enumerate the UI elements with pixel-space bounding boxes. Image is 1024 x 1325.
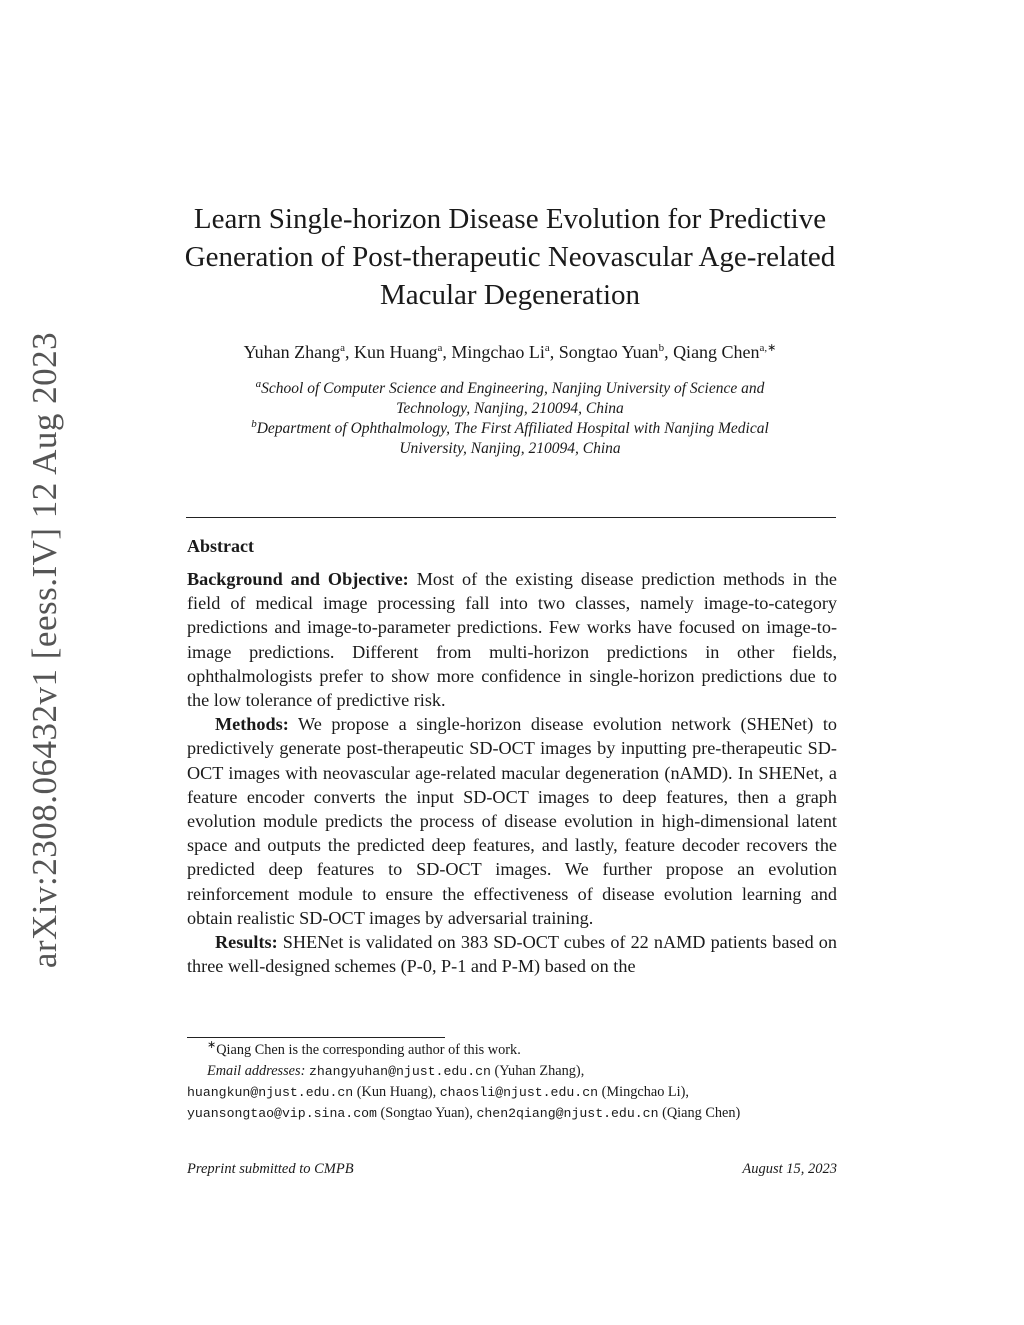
corresponding-author-note: ∗Qiang Chen is the corresponding author of this work. — [207, 1039, 521, 1058]
title-line-1: Learn Single-horizon Disease Evolution for Predictive — [193, 203, 827, 235]
email-link[interactable]: chaosli@njust.edu.cn — [439, 1085, 599, 1100]
affiliation-a: $^a$School of Computer Science and Engineering, Nanjing University of Science and — [255, 377, 765, 397]
abstract-methods: Methods: We propose a single-horizon disease evolution network (SHENet) to predictively generate post-therapeutic SD-OCT images by inputting pre-therapeutic SD-OCT images with neovascular age-related macular degeneration (nAMD). In SHENet, a feature encoder converts the input SD-OCT images to deep features, then a graph evolution module predicts the process of disease evolution in high-dimensional latent space and outputs the predicted deep features, and lastly, feature decoder recovers the predicted deep features to SD-OCT images. We further propose an evolution reinforcement module to ensure the effectiveness of disease evolution learning and obtain realistic SD-OCT images by adversarial training. — [187, 714, 837, 928]
author: Songtao Yuan$^b$, — [558, 342, 674, 362]
email-line-3: yuansongtao@vip.sina.com (Songtao Yuan), chen2qiang@njust.edu.cn (Qiang Chen) — [187, 1105, 741, 1121]
arxiv-side-stamp — [12, 331, 78, 969]
affiliation-a-cont: Technology, Nanjing, 210094, China — [396, 400, 624, 417]
email-link[interactable]: chen2qiang@njust.edu.cn — [476, 1106, 659, 1121]
author: Kun Huang$^a$, — [353, 342, 452, 362]
abstract-body — [187, 567, 837, 978]
abstract-top-rule — [186, 517, 836, 518]
abstract-background: Background and Objective: Most of the existing disease prediction methods in the field of medical image processing fall into two classes, namely image-to-category predictions and image-to-parameter predictions. Few works have focused on image-to-image predictions. Different from multi-horizon predictions in other fields, ophthalmologists prefer to show more confidence in single-horizon predictions due to the low tolerance of predictive risk. — [187, 569, 837, 711]
paper-title — [140, 200, 880, 314]
affiliation-b: $^b$Department of Ophthalmology, The First Affiliated Hospital with Nanjing Medical — [251, 417, 769, 437]
title-line-2: Generation of Post-therapeutic Neovascular Age-related — [184, 241, 836, 273]
affiliations — [170, 379, 850, 459]
email-link[interactable]: yuansongtao@vip.sina.com — [187, 1106, 377, 1121]
affiliation-b-cont: University, Nanjing, 210094, China — [399, 440, 621, 457]
email-line-1: Email addresses: zhangyuhan@njust.edu.cn (Yuhan Zhang), — [207, 1063, 585, 1079]
author-list — [140, 341, 880, 363]
arxiv-identifier: arXiv:2308.06432v1 [eess.IV] 12 Aug 2023 — [25, 331, 64, 969]
preprint-date: August 15, 2023 — [742, 1161, 837, 1177]
author: Mingchao Li$^a$, — [451, 342, 559, 362]
author: Qiang Chen$^{a,∗}$ — [673, 342, 777, 362]
email-line-2: huangkun@njust.edu.cn (Kun Huang), chaosli@njust.edu.cn (Mingchao Li), — [187, 1084, 689, 1100]
footnote-rule — [187, 1037, 445, 1038]
author: Yuhan Zhang$^a$, — [243, 342, 354, 362]
email-link[interactable]: zhangyuhan@njust.edu.cn — [308, 1064, 491, 1079]
title-line-3: Macular Degeneration — [379, 279, 641, 311]
abstract-heading: Abstract — [187, 536, 254, 556]
email-link[interactable]: huangkun@njust.edu.cn — [187, 1085, 354, 1100]
footnotes — [187, 1040, 837, 1124]
preprint-note: Preprint submitted to CMPB — [187, 1161, 354, 1177]
abstract-results: Results: SHENet is validated on 383 SD-OCT cubes of 22 nAMD patients based on three well-designed schemes (P-0, P-1 and P-M) based on the — [187, 932, 837, 977]
